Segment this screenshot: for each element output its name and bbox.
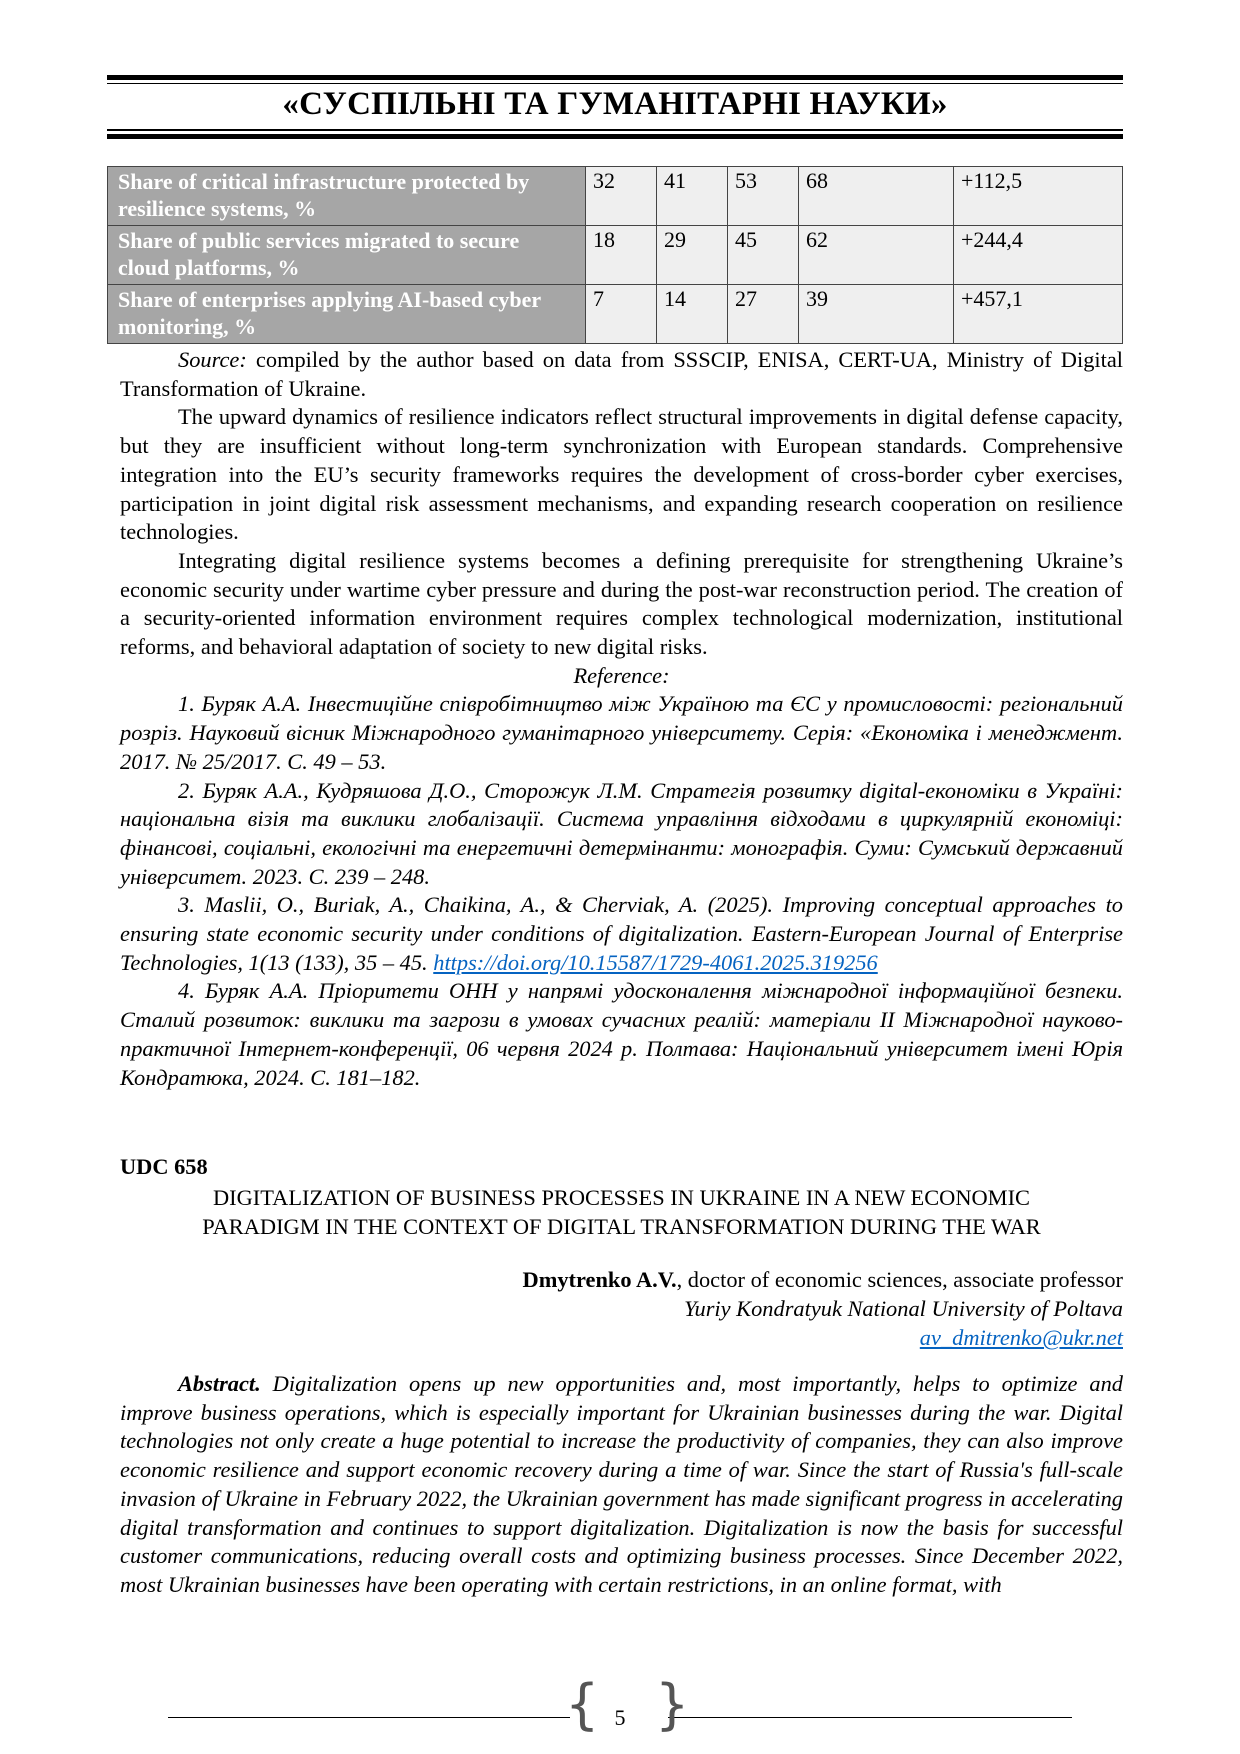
reference-item: 1. Буряк А.А. Інвестиційне співробітництво між Україною та ЄС у промисловості: регіональний розріз. Науковий вісник Міжнародного гуманітарного університету. Серія: «Економіка і менеджмент. 2017. № 25/2017. С. 49 – 53. — [120, 691, 1123, 774]
footer-right-brace: } — [655, 1673, 690, 1736]
author-line — [120, 1265, 1123, 1294]
abstract-block — [120, 1370, 1123, 1600]
table-cell: 27 — [728, 285, 799, 344]
reference-item: 2. Буряк А.А., Кудряшова Д.О., Сторожук Л.М. Стратегія розвитку digital-економіки в Україні: національна візія та виклики глобалізації. Система управління відходами в циркулярній економіці: фінансові, соціальні, екологічні та енергетичні детермінанти: монографія. Суми: Сумський державний університет. 2023. С. 239 – 248. — [120, 777, 1123, 889]
article-title-line: DIGITALIZATION OF BUSINESS PROCESSES IN UKRAINE IN A NEW ECONOMIC — [213, 1185, 1030, 1210]
table-cell: 18 — [586, 226, 657, 285]
table-cell: 53 — [728, 167, 799, 226]
doi-link[interactable]: https://doi.org/10.15587/1729-4061.2025.319256 — [433, 949, 878, 975]
table-cell: 62 — [799, 226, 954, 285]
table-cell: 45 — [728, 226, 799, 285]
table-cell: 41 — [657, 167, 728, 226]
author-email-link[interactable]: av_dmitrenko@ukr.net — [919, 1325, 1123, 1350]
table-cell: 39 — [799, 285, 954, 344]
table-cell: 14 — [657, 285, 728, 344]
references-heading: Reference: — [573, 662, 670, 688]
table-cell: 32 — [586, 167, 657, 226]
source-text: compiled by the author based on data from SSSCIP, ENISA, CERT-UA, Ministry of Digital Transformation of Ukraine. — [120, 347, 1123, 401]
body-paragraph: The upward dynamics of resilience indicators reflect structural improvements in digital defense capacity, but they are insufficient without long-term synchronization with European standards. Comprehensive integration into the EU’s security frameworks requires the development of cross-border cyber exercises, participation in joint digital risk assessment mechanisms, and expanding research cooperation on resilience technologies. — [120, 404, 1123, 545]
footer-rule-right — [668, 1717, 1072, 1718]
table-cell: 29 — [657, 226, 728, 285]
table-cell: +457,1 — [954, 285, 1123, 344]
reference-item: 4. Буряк А.А. Пріоритети ОНН у напрямі удосконалення міжнародної інформаційної безпеки. Сталий розвиток: виклики та загрози в умовах сучасних реалій: матеріали ІІ Міжнародної науково-практичної Інтернет-конференції, 06 червня 2024 р. Полтава: Національний університет імені Юрія Кондратюка, 2024. С. 181–182. — [120, 978, 1123, 1090]
page-number: 5 — [614, 1705, 626, 1730]
table-cell: 68 — [799, 167, 954, 226]
body-text — [120, 346, 1123, 1092]
abstract-text: Digitalization opens up new opportunities and, most importantly, helps to optimize and improve business operations, which is especially important for Ukrainian businesses during the war. Digital technologies not only create a huge potential to increase the productivity of companies, they can also improve economic resilience and support economic recovery during a time of war. Since the start of Russia's full-scale invasion of Ukraine in February 2022, the Ukrainian government has made significant progress in accelerating digital transformation and continues to support digitalization. Digitalization is now the basis for successful customer communications, reducing overall costs and optimizing business processes. Since December 2022, most Ukrainian businesses have been operating with certain restrictions, in an online format, with — [120, 1371, 1123, 1597]
author-name: Dmytrenko A.V. — [522, 1267, 677, 1292]
table-row — [108, 167, 1123, 226]
header-rule-thick — [107, 75, 1123, 80]
footer-rule-left — [168, 1717, 570, 1718]
reference-item — [120, 891, 1123, 977]
article-title — [120, 1183, 1123, 1241]
table-cell: +244,4 — [954, 226, 1123, 285]
table-cell: 7 — [586, 285, 657, 344]
journal-section-title: «СУСПІЛЬНІ ТА ГУМАНІТАРНІ НАУКИ» — [282, 86, 948, 122]
header-rule-bottom-thick — [107, 134, 1123, 139]
author-affiliation: Yuriy Kondratyuk National University of Poltava — [684, 1296, 1123, 1321]
body-paragraph: Integrating digital resilience systems becomes a defining prerequisite for strengthening Ukraine’s economic security under wartime cyber pressure and during the post-war reconstruction period. The creation of a security-oriented information environment requires complex technological modernization, institutional reforms, and behavioral adaptation of society to new digital risks. — [120, 547, 1123, 660]
abstract-label: Abstract. — [178, 1371, 261, 1396]
source-label: Source: — [178, 347, 247, 372]
table-row — [108, 226, 1123, 285]
row-label: Share of public services migrated to secure cloud platforms, % — [108, 226, 586, 285]
reference-text: 3. Maslii, O., Buriak, A., Chaikina, A., & Cherviak, A. (2025). Improving conceptual approaches to ensuring state economic security under conditions of digitalization. Eastern-European Journal of Enterprise Technologies, 1(13 (133), 35 – 45. — [120, 892, 1123, 975]
resilience-indicators-table — [107, 166, 1123, 344]
header-rule-thin — [107, 83, 1123, 84]
row-label: Share of enterprises applying AI-based cyber monitoring, % — [108, 285, 586, 344]
row-label: Share of critical infrastructure protected by resilience systems, % — [108, 167, 586, 226]
footer-left-brace: { — [565, 1673, 600, 1736]
udc-code: UDC 658 — [120, 1154, 208, 1179]
header-rule-bottom-thin — [107, 129, 1123, 131]
table-source-note — [120, 346, 1123, 403]
table-cell: +112,5 — [954, 167, 1123, 226]
author-block — [120, 1265, 1123, 1352]
article-title-line: PARADIGM IN THE CONTEXT OF DIGITAL TRANSFORMATION DURING THE WAR — [202, 1214, 1041, 1239]
author-title: , doctor of economic sciences, associate professor — [676, 1267, 1123, 1292]
abstract-paragraph — [120, 1370, 1123, 1600]
table-row — [108, 285, 1123, 344]
